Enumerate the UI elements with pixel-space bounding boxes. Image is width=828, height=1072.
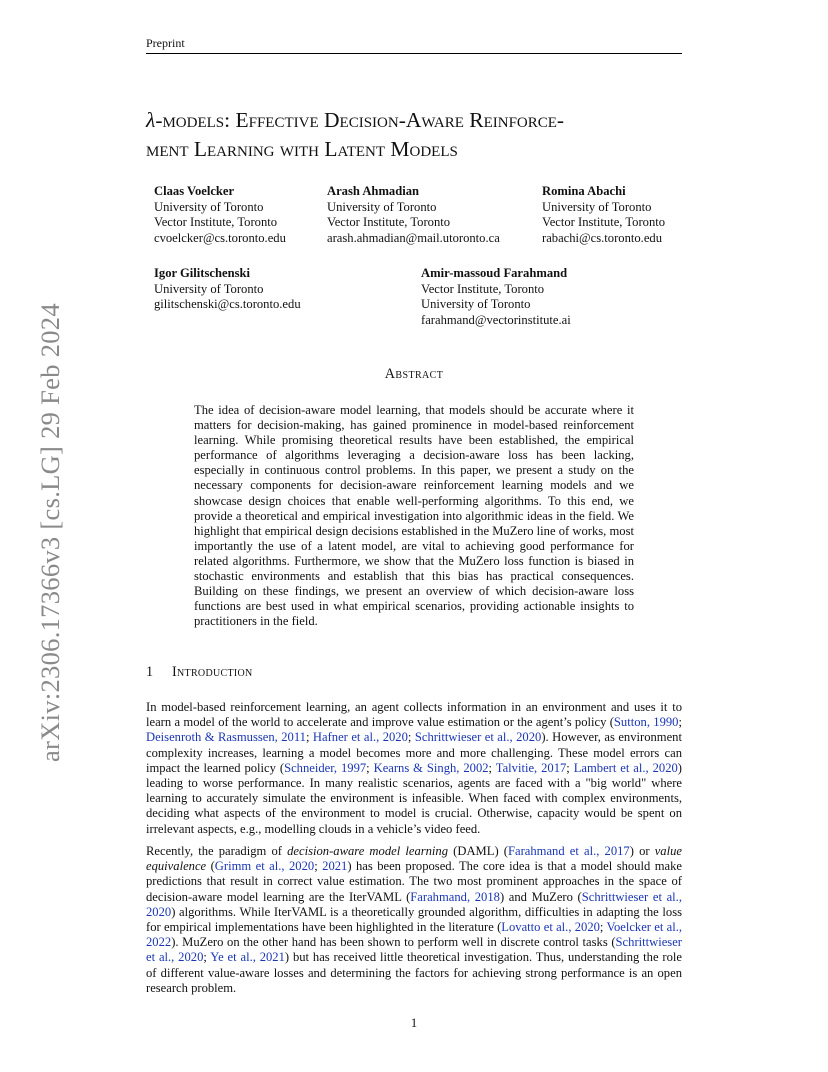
text-run: ; (678, 715, 682, 730)
author-affiliation: University of Toronto (154, 199, 264, 214)
author-affiliation: University of Toronto (327, 199, 437, 214)
emphasis-term: decision-aware model learning (287, 844, 449, 858)
text-run: ; (488, 760, 496, 775)
author-affiliation: Vector Institute, Toronto (542, 215, 666, 229)
author-affiliation: University of Toronto (421, 297, 531, 311)
paper-title (146, 106, 706, 164)
author-affiliation: University of Toronto (542, 199, 652, 214)
section-title: Introduction (172, 664, 253, 680)
text-run: ) algorithms. While IterVAML is a theoretically grounded algorithm, difficulties in adapting the loss for empirical implementations have been highlighted in the literature ( (146, 904, 682, 935)
author-block-voelcker (154, 184, 286, 246)
header-rule (146, 53, 682, 54)
text-run: ; (314, 859, 323, 874)
section-number: 1 (146, 664, 154, 680)
citation-link[interactable]: Talvitie, 2017 (495, 760, 567, 775)
text-run: ). MuZero on the other hand has been shown to perform well in discrete control tasks ( (171, 935, 616, 950)
text-run: (DAML) ( (448, 844, 508, 858)
text-run: ) or (629, 844, 655, 858)
author-block-ahmadian (327, 184, 500, 246)
author-email: gilitschenski@cs.toronto.edu (154, 297, 301, 311)
citation-link[interactable]: Schrittwieser et al., 2020 (146, 935, 682, 965)
section-heading-introduction (146, 664, 253, 681)
text-run: ; (599, 920, 607, 935)
lambda-symbol: λ (146, 108, 156, 132)
author-block-gilitschenski (154, 266, 301, 313)
author-email: farahmand@vectorinstitute.ai (421, 312, 571, 327)
author-name: Amir-massoud Farahmand (421, 266, 568, 280)
citation-link[interactable]: Farahmand, 2018 (410, 889, 500, 904)
page-number: 1 (410, 1016, 418, 1030)
author-email: rabachi@cs.toronto.edu (542, 230, 663, 245)
author-name: Igor Gilitschenski (154, 266, 250, 280)
author-affiliation: Vector Institute, Toronto (327, 215, 451, 229)
text-run: Recently, the paradigm of (146, 844, 288, 858)
author-name: Arash Ahmadian (327, 184, 420, 198)
citation-link[interactable]: Sutton, 1990 (613, 715, 679, 730)
title-line-2: ment Learning with Latent Models (146, 137, 458, 161)
running-head: Preprint (146, 36, 185, 50)
author-email: cvoelcker@cs.toronto.edu (154, 230, 286, 245)
abstract-text: The idea of decision-aware model learning, that models should be accurate where it matters for decision-making, has gained prominence in model-based reinforcement learning. While promising theoretical results have been established, the empirical performance of algorithms leveraging a decision-aware loss has been lacking, especially in continuous control problems. In this paper, we present a study on the necessary components for decision-aware reinforcement learning models and we showcase design choices that enable well-performing algorithms. To this end, we provide a theoretical and empirical investigation into algorithmic ideas in the field. We highlight that empirical design decisions established in the MuZero line of works, most importantly the use of a latent model, are vital to achieving good performance for related algorithms. Furthermore, we show that the MuZero loss function is biased in stochastic environments and establish that this bias has practical consequences. Building on these findings, we present an overview of which decision-aware loss functions are best used in what empirical scenarios, providing actionable insights to practitioners in the field. (194, 403, 634, 629)
arxiv-side-identifier: arXiv:2306.17366v3 [cs.LG] 29 Feb 2024 (35, 303, 65, 762)
citation-link[interactable]: Grimm et al., 2020 (214, 859, 315, 874)
intro-paragraph-1 (146, 700, 682, 837)
text-run: ; (366, 760, 374, 775)
author-affiliation: Vector Institute, Toronto (154, 215, 278, 229)
author-block-abachi (542, 184, 665, 246)
author-affiliation: Vector Institute, Toronto (421, 281, 545, 296)
text-run: ; (305, 730, 313, 745)
text-run: ( (206, 859, 215, 874)
citation-link[interactable]: Schneider, 1997 (284, 760, 367, 775)
citation-link[interactable]: Hafner et al., 2020 (312, 730, 408, 745)
citation-link[interactable]: 2021 (322, 859, 348, 874)
citation-link[interactable]: Ye et al., 2021 (210, 950, 285, 965)
text-run: ) but has received little theoretical investigation. Thus, understanding the role of different value-aware losses and determining the factors for achieving strong performance is an open research problem. (146, 950, 682, 995)
emphasis-term: value equivalence (146, 844, 682, 874)
citation-link[interactable]: Farahmand et al., 2017 (507, 844, 630, 858)
citation-link[interactable]: Schrittwieser et al., 2020 (146, 889, 682, 919)
text-run: ) and MuZero ( (499, 889, 582, 904)
text-run: ). However, as environment complexity increases, learning a model becomes more and more challenging. These model errors can impact the learned policy ( (146, 730, 682, 775)
citation-link[interactable]: Schrittwieser et al., 2020 (414, 730, 542, 745)
author-email: arash.ahmadian@mail.utoronto.ca (327, 230, 500, 245)
citation-link[interactable]: Deisenroth & Rasmussen, 2011 (146, 730, 306, 745)
text-run: ; (566, 760, 574, 775)
intro-paragraph-2 (146, 844, 682, 996)
citation-link[interactable]: Lambert et al., 2020 (573, 760, 678, 775)
text-run: ) leading to worse performance. In many realistic scenarios, agents are faced with a "big world" where learning to accurately simulate the environment is infeasible. When faced with complex environments, deciding what aspects of the environment to model is crucial. Otherwise, capacity would be spent on irrelevant aspects, e.g., modelling clouds in a vehicle’s video feed. (146, 760, 682, 836)
author-affiliation: University of Toronto (154, 281, 264, 296)
abstract-heading: Abstract (384, 366, 444, 382)
title-line-1-text: -models: Effective Decision-Aware Reinforce- (155, 108, 565, 132)
text-run: ; (203, 950, 211, 965)
citation-link[interactable]: Lovatto et al., 2020 (501, 920, 600, 935)
citation-link[interactable]: Kearns & Singh, 2002 (373, 760, 489, 775)
title-line-1 (146, 106, 706, 135)
author-name: Claas Voelcker (154, 184, 235, 198)
text-run: In model-based reinforcement learning, an agent collects information in an environment and uses it to learn a model of the world to accelerate and improve value estimation or the agent’s policy ( (146, 700, 682, 730)
citation-link[interactable]: Voelcker et al., 2022 (146, 920, 682, 950)
text-run: ; (407, 730, 415, 745)
text-run: ) has been proposed. The core idea is that a model should make predictions that result in correct value estimation. The two most prominent approaches in the space of decision-aware model learning are the IterVAML ( (146, 859, 682, 904)
author-name: Romina Abachi (542, 184, 626, 198)
author-block-farahmand (421, 266, 571, 328)
